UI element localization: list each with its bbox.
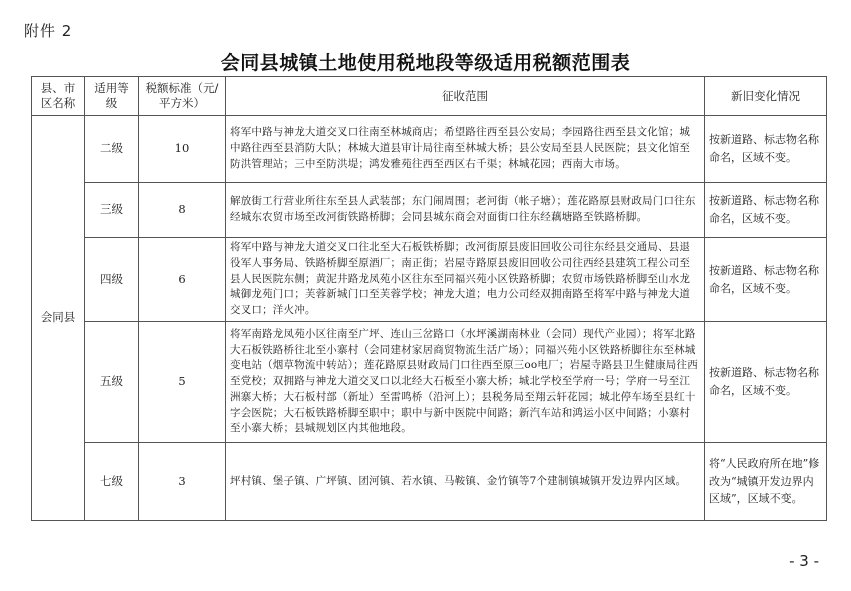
table-row <box>32 322 827 443</box>
header-tax-standard: 税额标准（元/平方米） <box>139 77 226 116</box>
tax-cell: 10 <box>139 116 226 183</box>
range-cell: 将军中路与神龙大道交叉口往北至大石板铁桥脚；改河街原县废旧回收公司往东经县交通局、县退役军人事务局、铁路桥脚至原酒厂；南正街；岩屋寺路原县废旧回收公司往西经县建筑工程公司至县人民医院东侧；黄泥井路龙凤苑小区往东至同福兴苑小区铁路桥脚；农贸市场铁路桥脚至山水龙城御龙苑门口；芙蓉新城门口至芙蓉学校；神龙大道；电力公司经双拥南路至将军中路与神龙大道交叉口；洋火冲。 <box>226 238 705 322</box>
table-row <box>32 443 827 521</box>
range-cell: 将军中路与神龙大道交叉口往南至林城商店；希望路往西至县公安局；李园路往西至县文化馆；城中路往西至县消防大队；林城大道县审计局往南至林城大桥；县公安局至县人民医院；县文化馆至防洪管理站；三中至防洪堤；鸿发雅苑往西至西区右千渠；林城花园；西南大市场。 <box>226 116 705 183</box>
document-title: 会同县城镇土地使用税地段等级适用税额范围表 <box>220 52 631 74</box>
range-cell: 将军南路龙凤苑小区往南至广坪、连山三岔路口（水坪溪湖南林业（会同）现代产业园）；将军北路大石板铁路桥往北至小寨村（会同建材家居商贸物流生活广场）；同福兴苑小区铁路桥脚往东至林城变电站（烟草物流中转站）；莲花路原县财政局门口往西至原三oo电厂；岩屋寺路县卫生健康局往西至党校；双拥路与神龙大道交叉口以北经大石板至小寨大桥；城北学校至学府一号；学府一号至江洲寨大桥；大石板村部（新址）至雷鸣桥（沿河上）；县税务局至翔云轩花园；城北停车场至县红十字会医院；大石板铁路桥脚至职中；职中与新中医院中间路；新汽车站和鸿运小区中间路；小寨村至小寨大桥；县城规划区内其他地段。 <box>226 322 705 443</box>
grade-cell: 二级 <box>85 116 139 183</box>
county-name-cell: 会同县 <box>32 116 85 521</box>
table-row <box>32 238 827 322</box>
tax-cell: 5 <box>139 322 226 443</box>
change-cell: 按新道路、标志物名称命名，区域不变。 <box>705 322 827 443</box>
grade-cell: 五级 <box>85 322 139 443</box>
table-row <box>32 116 827 183</box>
table-row <box>32 183 827 238</box>
range-cell: 坪村镇、堡子镇、广坪镇、团河镇、若水镇、马鞍镇、金竹镇等7个建制镇城镇开发边界内区域。 <box>226 443 705 521</box>
tax-cell: 3 <box>139 443 226 521</box>
change-cell: 按新道路、标志物名称命名，区域不变。 <box>705 183 827 238</box>
change-cell: 按新道路、标志物名称命名，区域不变。 <box>705 116 827 183</box>
tax-cell: 8 <box>139 183 226 238</box>
header-county: 县、市区名称 <box>32 77 85 116</box>
grade-cell: 四级 <box>85 238 139 322</box>
attachment-label: 附件 2 <box>24 22 73 40</box>
header-range: 征收范围 <box>226 77 705 116</box>
tax-cell: 6 <box>139 238 226 322</box>
grade-cell: 七级 <box>85 443 139 521</box>
table-header-row <box>32 77 827 116</box>
grade-cell: 三级 <box>85 183 139 238</box>
range-cell: 解放街工行营业所往东至县人武装部；东门闹周围；老河街（帐子塘）；莲花路原县财政局门口往东经城东农贸市场至改河街铁路桥脚；会同县城东商会对面街口往东经藕塘路至铁路桥脚。 <box>226 183 705 238</box>
header-change: 新旧变化情况 <box>705 77 827 116</box>
change-cell: 将“人民政府所在地”修改为“城镇开发边界内区域”，区域不变。 <box>705 443 827 521</box>
tax-level-table <box>31 76 827 521</box>
header-grade: 适用等级 <box>85 77 139 116</box>
page-number: - 3 - <box>789 552 819 570</box>
change-cell: 按新道路、标志物名称命名，区域不变。 <box>705 238 827 322</box>
